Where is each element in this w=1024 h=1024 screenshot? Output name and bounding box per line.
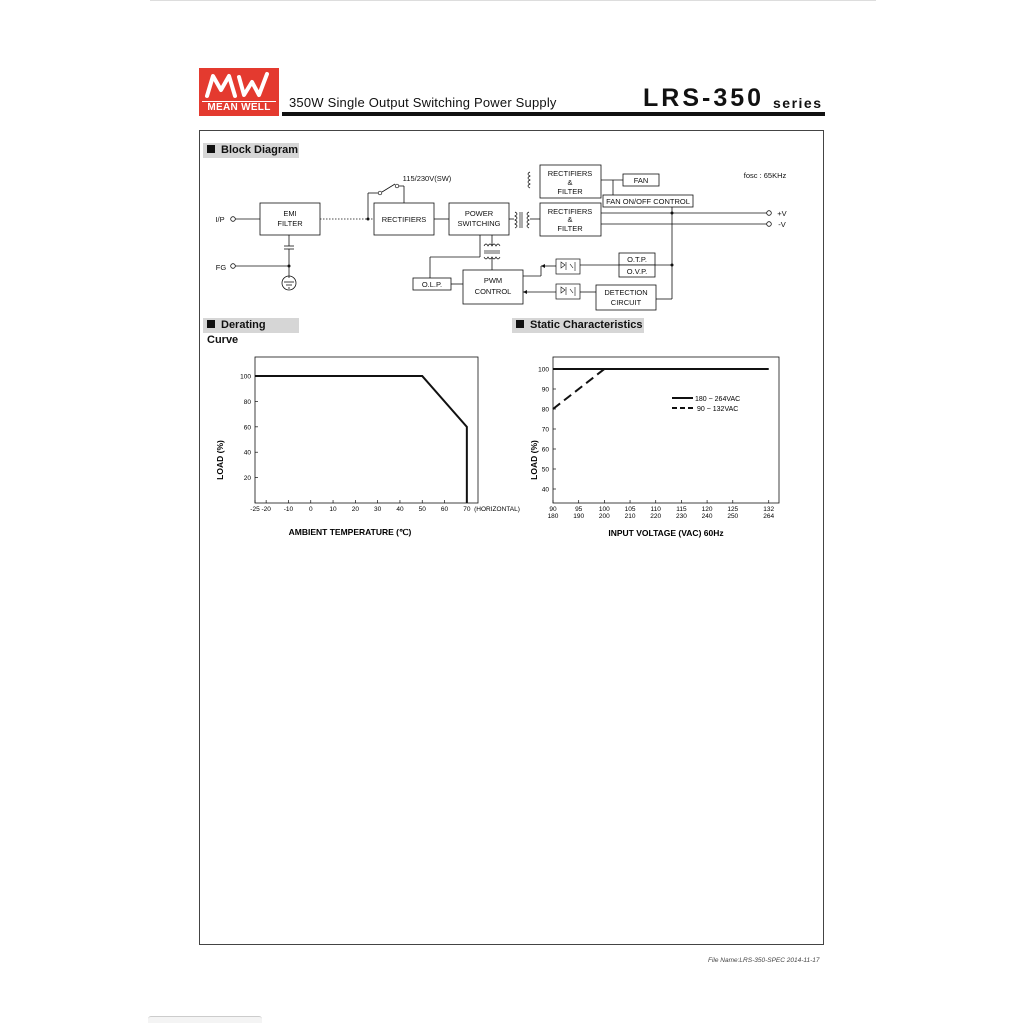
x-tick-label: 30	[374, 506, 382, 513]
y-tick-label: 20	[243, 475, 251, 483]
x-tick-label-top: 120	[701, 506, 713, 513]
svg-text:&: &	[567, 178, 573, 187]
switch-label: 115/230V(SW)	[402, 174, 452, 183]
y-tick-label: 90	[541, 386, 549, 394]
legend-dashed-label: 90 ~ 132VAC	[697, 406, 739, 413]
svg-text:CIRCUIT: CIRCUIT	[610, 298, 642, 307]
svg-text:O.V.P.: O.V.P.	[626, 267, 648, 276]
svg-text:FILTER: FILTER	[557, 224, 583, 233]
y-tick-label: 100	[538, 366, 549, 374]
x-tick-label-bottom: 250	[727, 513, 739, 520]
svg-text:CONTROL: CONTROL	[474, 287, 512, 296]
x-tick-label-top: 115	[676, 506, 687, 513]
derating-x-note: (HORIZONTAL)	[474, 506, 520, 513]
y-tick-label: 80	[243, 398, 251, 406]
minus-v-label: -V	[778, 220, 786, 229]
series-suffix: series	[773, 95, 823, 111]
y-tick-label: 70	[541, 426, 549, 434]
ip-label: I/P	[215, 215, 225, 224]
x-tick-label: -20	[261, 506, 271, 513]
svg-text:FAN ON/OFF CONTROL: FAN ON/OFF CONTROL	[606, 197, 690, 206]
x-tick-label: 40	[396, 506, 404, 513]
y-tick-label: 60	[243, 424, 251, 432]
derating-y-label: LOAD (%)	[215, 440, 225, 480]
y-tick-label: 40	[243, 449, 251, 457]
derating-x-label: AMBIENT TEMPERATURE (℃)	[288, 527, 412, 537]
static-plot-area	[553, 357, 779, 503]
svg-text:PWM: PWM	[483, 276, 503, 285]
x-tick-label: 60	[440, 506, 449, 513]
logo-wordmark: MEAN WELL	[202, 101, 276, 114]
svg-text:&: &	[567, 215, 573, 224]
y-tick-label: 80	[541, 406, 549, 414]
x-tick-label: -10	[283, 506, 294, 513]
section-header-derating-curve: Derating Curve	[203, 318, 299, 333]
x-tick-label-bottom: 264	[763, 513, 775, 520]
x-tick-label: 20	[351, 506, 359, 513]
x-tick-label: 10	[329, 506, 337, 513]
oscillator-frequency: fosc : 65KHz	[743, 171, 787, 180]
legend-solid-label: 180 ~ 264VAC	[695, 396, 741, 403]
svg-text:RECTIFIERS: RECTIFIERS	[547, 207, 593, 216]
svg-text:FILTER: FILTER	[557, 187, 583, 196]
svg-text:EMI: EMI	[283, 209, 297, 218]
x-tick-label-top: 90	[549, 506, 557, 513]
section-header-block-diagram: Block Diagram	[203, 143, 299, 158]
section-header-static-characteristics: Static Characteristics	[512, 318, 644, 333]
x-tick-label-top: 100	[598, 506, 610, 513]
svg-text:FAN: FAN	[633, 176, 649, 185]
x-tick-label-bottom: 210	[624, 513, 636, 520]
x-tick-label-bottom: 240	[701, 513, 713, 520]
svg-text:RECTIFIERS: RECTIFIERS	[381, 215, 427, 224]
fg-label: FG	[215, 263, 227, 272]
svg-text:O.T.P.: O.T.P.	[627, 255, 647, 264]
x-tick-label-bottom: 200	[598, 513, 610, 520]
page-bottom-tab	[148, 1016, 262, 1023]
x-tick-label: 0	[308, 506, 313, 513]
x-tick-label-top: 125	[727, 506, 739, 513]
x-tick-label: 50	[418, 506, 426, 513]
svg-text:POWER: POWER	[464, 209, 494, 218]
x-tick-label: -25	[250, 506, 260, 513]
svg-text:DETECTION: DETECTION	[604, 288, 648, 297]
x-tick-label: 70	[463, 506, 471, 513]
series-model: LRS-350	[643, 84, 765, 112]
svg-text:O.L.P.: O.L.P.	[421, 280, 443, 289]
x-tick-label-top: 132	[763, 506, 775, 513]
y-tick-label: 40	[541, 486, 549, 494]
x-tick-label-bottom: 180	[547, 513, 559, 520]
x-tick-label-bottom: 220	[650, 513, 662, 520]
x-tick-label-top: 105	[624, 506, 636, 513]
plus-v-label: +V	[777, 209, 787, 218]
y-tick-label: 60	[541, 446, 549, 454]
static-y-label: LOAD (%)	[529, 440, 539, 480]
x-tick-label-bottom: 190	[573, 513, 585, 520]
file-name-footer: File Name:LRS-350-SPEC 2014-11-17	[708, 957, 820, 964]
svg-text:RECTIFIERS: RECTIFIERS	[547, 169, 593, 178]
x-tick-label-top: 110	[650, 506, 661, 513]
static-x-label: INPUT VOLTAGE (VAC) 60Hz	[608, 528, 724, 538]
x-tick-label-top: 95	[575, 506, 583, 513]
y-tick-label: 100	[240, 373, 251, 381]
document-subtitle: 350W Single Output Switching Power Supply	[289, 95, 557, 110]
svg-text:SWITCHING: SWITCHING	[457, 219, 501, 228]
svg-text:FILTER: FILTER	[277, 219, 303, 228]
y-tick-label: 50	[541, 466, 549, 474]
x-tick-label-bottom: 230	[675, 513, 687, 520]
